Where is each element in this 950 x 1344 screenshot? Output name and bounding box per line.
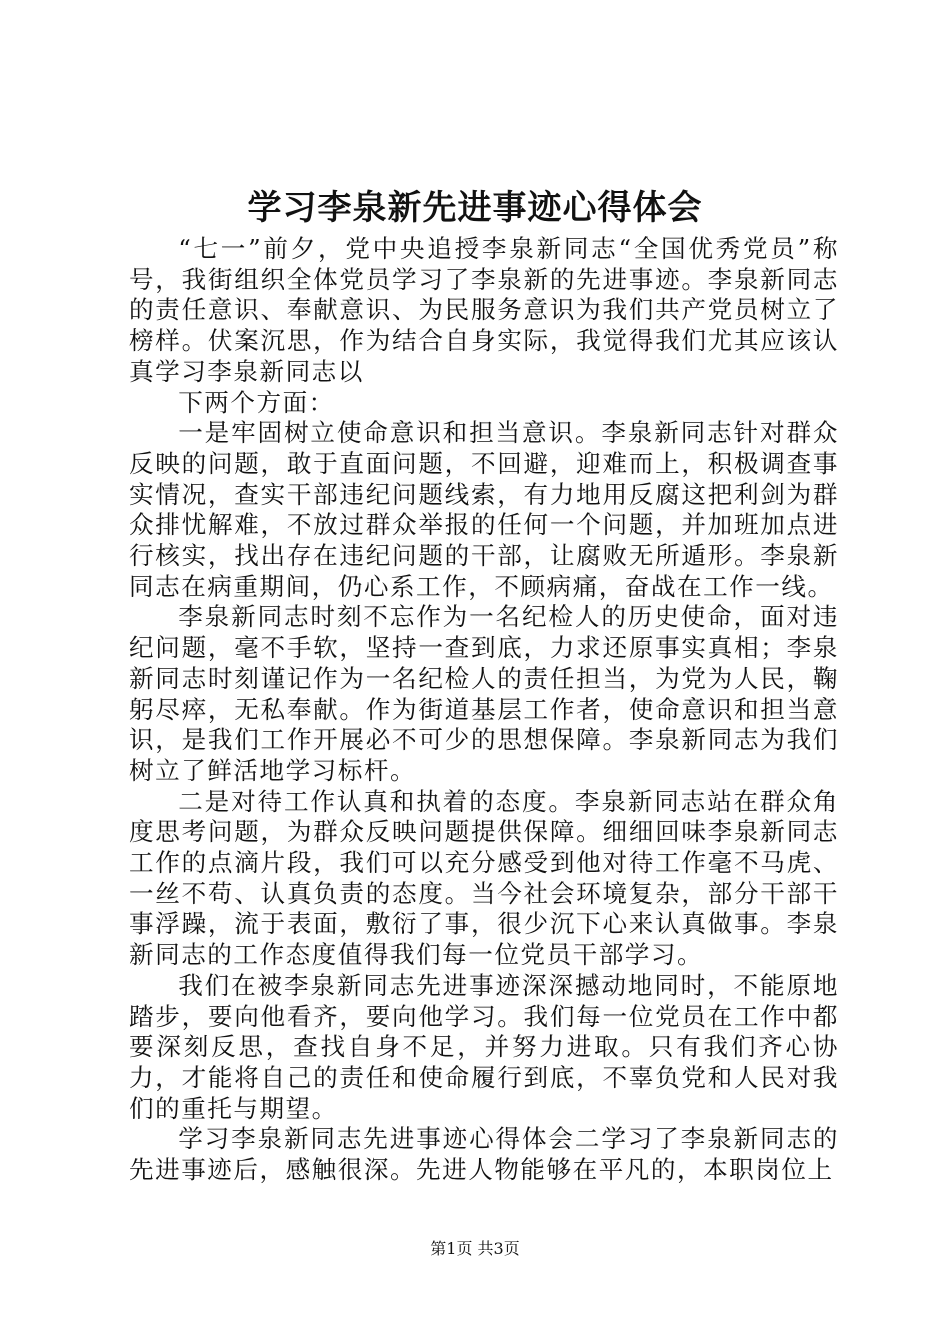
paragraph: 李泉新同志时刻不忘作为一名纪检人的历史使命，面对违纪问题，毫不手软，坚持一查到底，力求还原事实真相；李泉新同志时刻谨记作为一名纪检人的责任担当，为党为人民，鞠躬尽瘁，无私奉献。作为街道基层工作者，使命意识和担当意识，是我们工作开展必不可少的思想保障。李泉新同志为我们树立了鲜活地学习标杆。 bbox=[129, 602, 839, 785]
paragraph: 学习李泉新同志先进事迹心得体会二学习了李泉新同志的先进事迹后，感触很深。先进人物能够在平凡的，本职岗位上 bbox=[129, 1124, 839, 1185]
document-body bbox=[129, 234, 839, 1186]
page-number-footer: 第1页 共3页 bbox=[430, 1239, 520, 1258]
paragraph: 一是牢固树立使命意识和担当意识。李泉新同志针对群众反映的问题，敢于直面问题，不回避，迎难而上，积极调查事实情况，查实干部违纪问题线索，有力地用反腐这把利剑为群众排忧解难，不放过群众举报的任何一个问题，并加班加点进行核实，找出存在违纪问题的干部，让腐败无所遁形。李泉新同志在病重期间，仍心系工作，不顾病痛，奋战在工作一线。 bbox=[129, 418, 839, 601]
paragraph: 我们在被李泉新同志先进事迹深深撼动地同时，不能原地踏步，要向他看齐，要向他学习。我们每一位党员在工作中都要深刻反思，查找自身不足，并努力进取。只有我们齐心协力，才能将自己的责任和使命履行到底，不辜负党和人民对我们的重托与期望。 bbox=[129, 970, 839, 1123]
paragraph: 下两个方面： bbox=[178, 387, 335, 417]
paragraph: “七一”前夕，党中央追授李泉新同志“全国优秀党员”称号，我街组织全体党员学习了李泉新的先进事迹。李泉新同志的责任意识、奉献意识、为民服务意识为我们共产党员树立了榜样。伏案沉思，作为结合自身实际，我觉得我们尤其应该认真学习李泉新同志以 bbox=[129, 234, 839, 386]
paragraph: 二是对待工作认真和执着的态度。李泉新同志站在群众角度思考问题，为群众反映问题提供保障。细细回味李泉新同志工作的点滴片段，我们可以充分感受到他对待工作毫不马虎、一丝不苟、认真负责的态度。当今社会环境复杂，部分干部干事浮躁，流于表面，敷衍了事，很少沉下心来认真做事。李泉新同志的工作态度值得我们每一位党员干部学习。 bbox=[129, 786, 839, 970]
document-title: 学习李泉新先进事迹心得体会 bbox=[247, 188, 703, 228]
